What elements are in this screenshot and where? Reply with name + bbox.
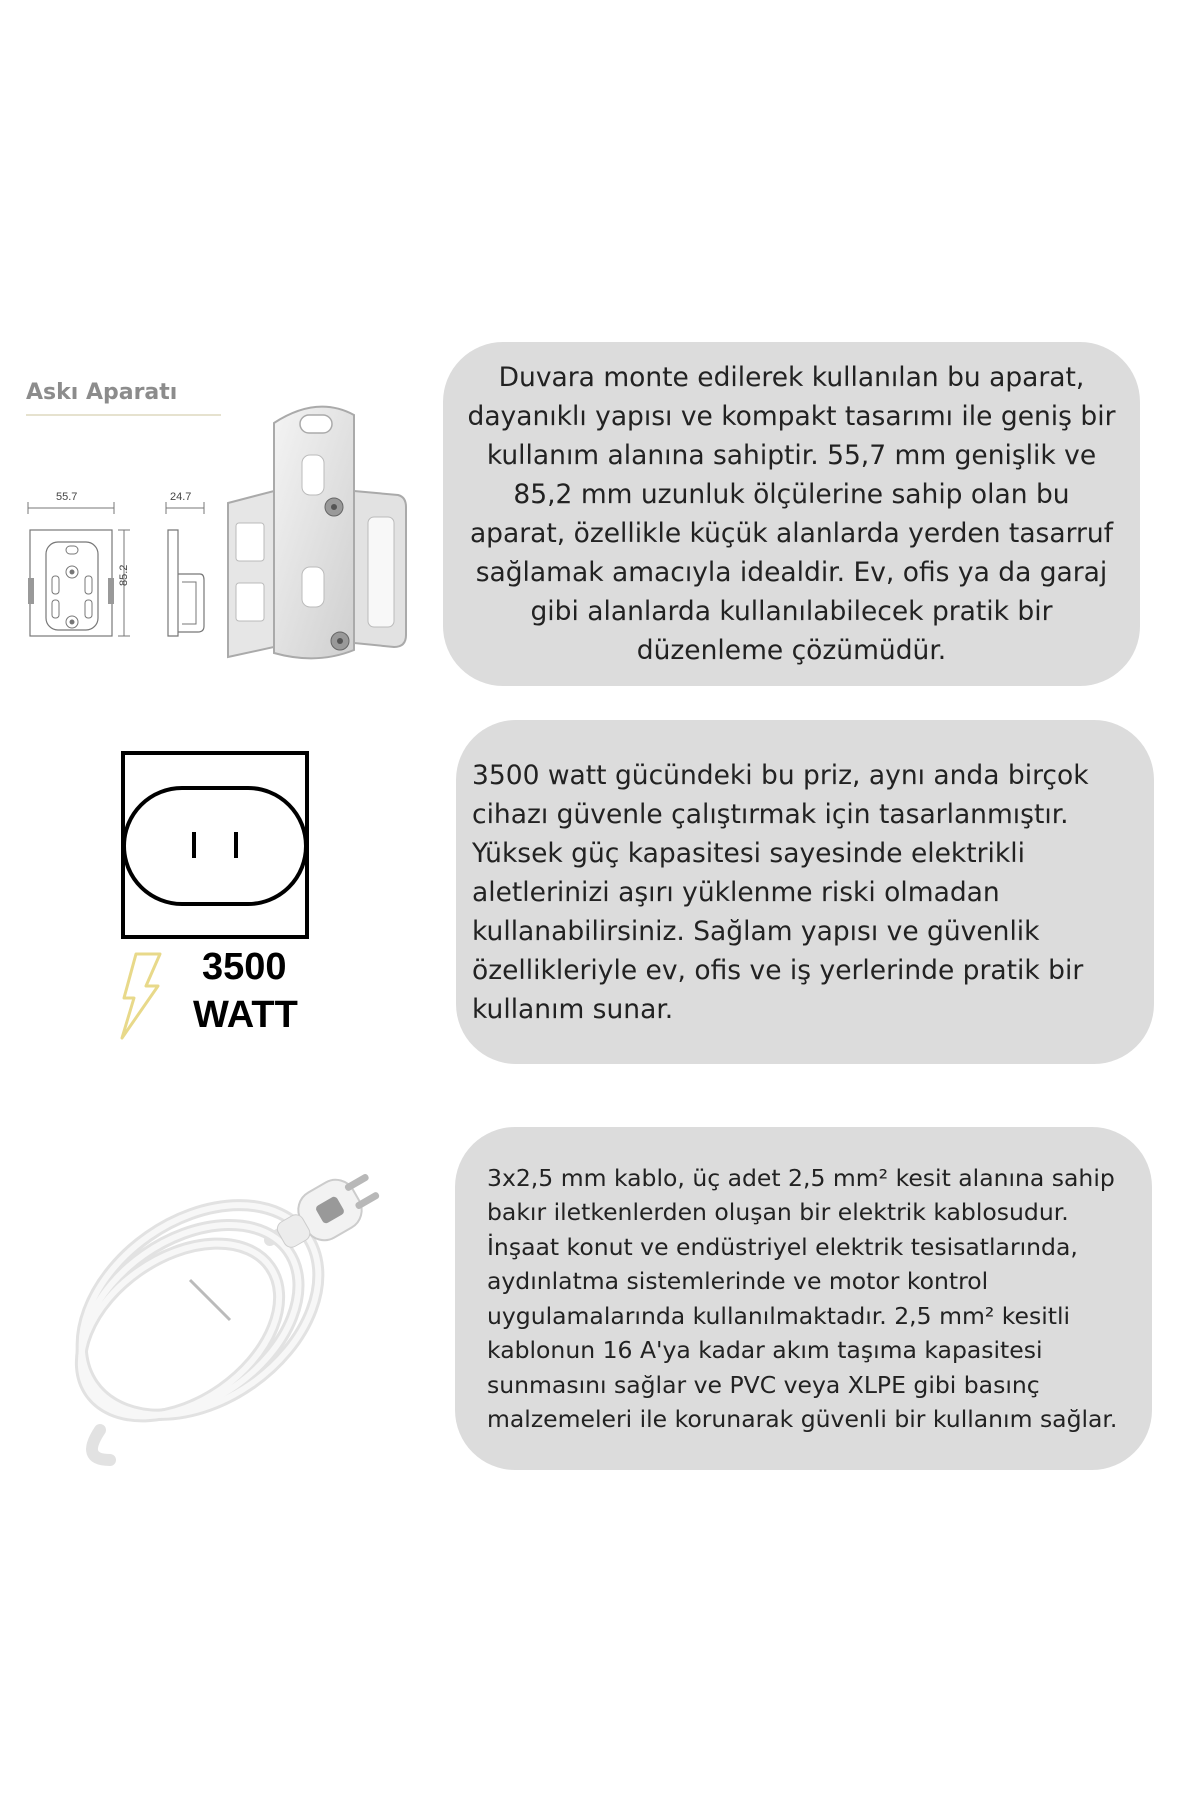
outlet-description-bubble — [456, 720, 1154, 1064]
wall-bracket-icon — [222, 395, 412, 670]
cable-description-bubble — [455, 1127, 1152, 1470]
outlet-icon — [120, 750, 310, 940]
cable-description: 3x2,5 mm kablo, üç adet 2,5 mm² kesit alanına sahip bakır iletkenlerden oluşan bir elektrik kablosudur. İnşaat konut ve endüstriyel elektrik tesisatlarında, aydınlatma sistemlerinde ve motor kontrol uygulamalarında kullanılmaktadır. 2,5 mm² kesitli kablonun 16 A'ya kadar akım taşıma kapasitesi sunmasını sağlar ve PVC veya XLPE gibi basınç malzemeleri ile korunarak güvenli bir kullanım sağlar. — [487, 1163, 1118, 1433]
depth-dimension: 24.7 — [170, 491, 192, 503]
bracket-side-drawing — [160, 490, 210, 660]
height-dimension: 85.2 — [118, 564, 130, 586]
bracket-title: Askı Aparatı — [26, 380, 178, 405]
lightning-bolt-icon — [116, 950, 166, 1040]
bracket-description-bubble — [443, 342, 1140, 686]
watt-number: 3500 — [202, 946, 287, 988]
bracket-description: Duvara monte edilerek kullanılan bu aparat, dayanıklı yapısı ve kompakt tasarımı ile geniş bir kullanım alanına sahiptir. 55,7 mm genişlik ve 85,2 mm uzunluk ölçülerine sahip olan bu aparat, özellikle küçük alanlarda yerden tasarruf sağlamak amacıyla idealdir. Ev, ofis ya da garaj gibi alanlarda kullanılabilecek pratik bir düzenleme çözümüdür. — [467, 362, 1116, 666]
title-underline — [26, 414, 221, 416]
outlet-description: 3500 watt gücündeki bu priz, aynı anda birçok cihazı güvenle çalıştırmak için tasarlanmıştır. Yüksek güç kapasitesi sayesinde elektrikli aletlerinizi aşırı yüklenme riski olmadan kullanabilirsiniz. Sağlam yapısı ve güvenlik özellikleriyle ev, ofis ve iş yerlerinde pratik bir kullanım sunar. — [472, 759, 1089, 1025]
watt-unit: WATT — [193, 994, 298, 1036]
power-cable-icon — [40, 1130, 420, 1470]
width-dimension: 55.7 — [56, 491, 78, 503]
